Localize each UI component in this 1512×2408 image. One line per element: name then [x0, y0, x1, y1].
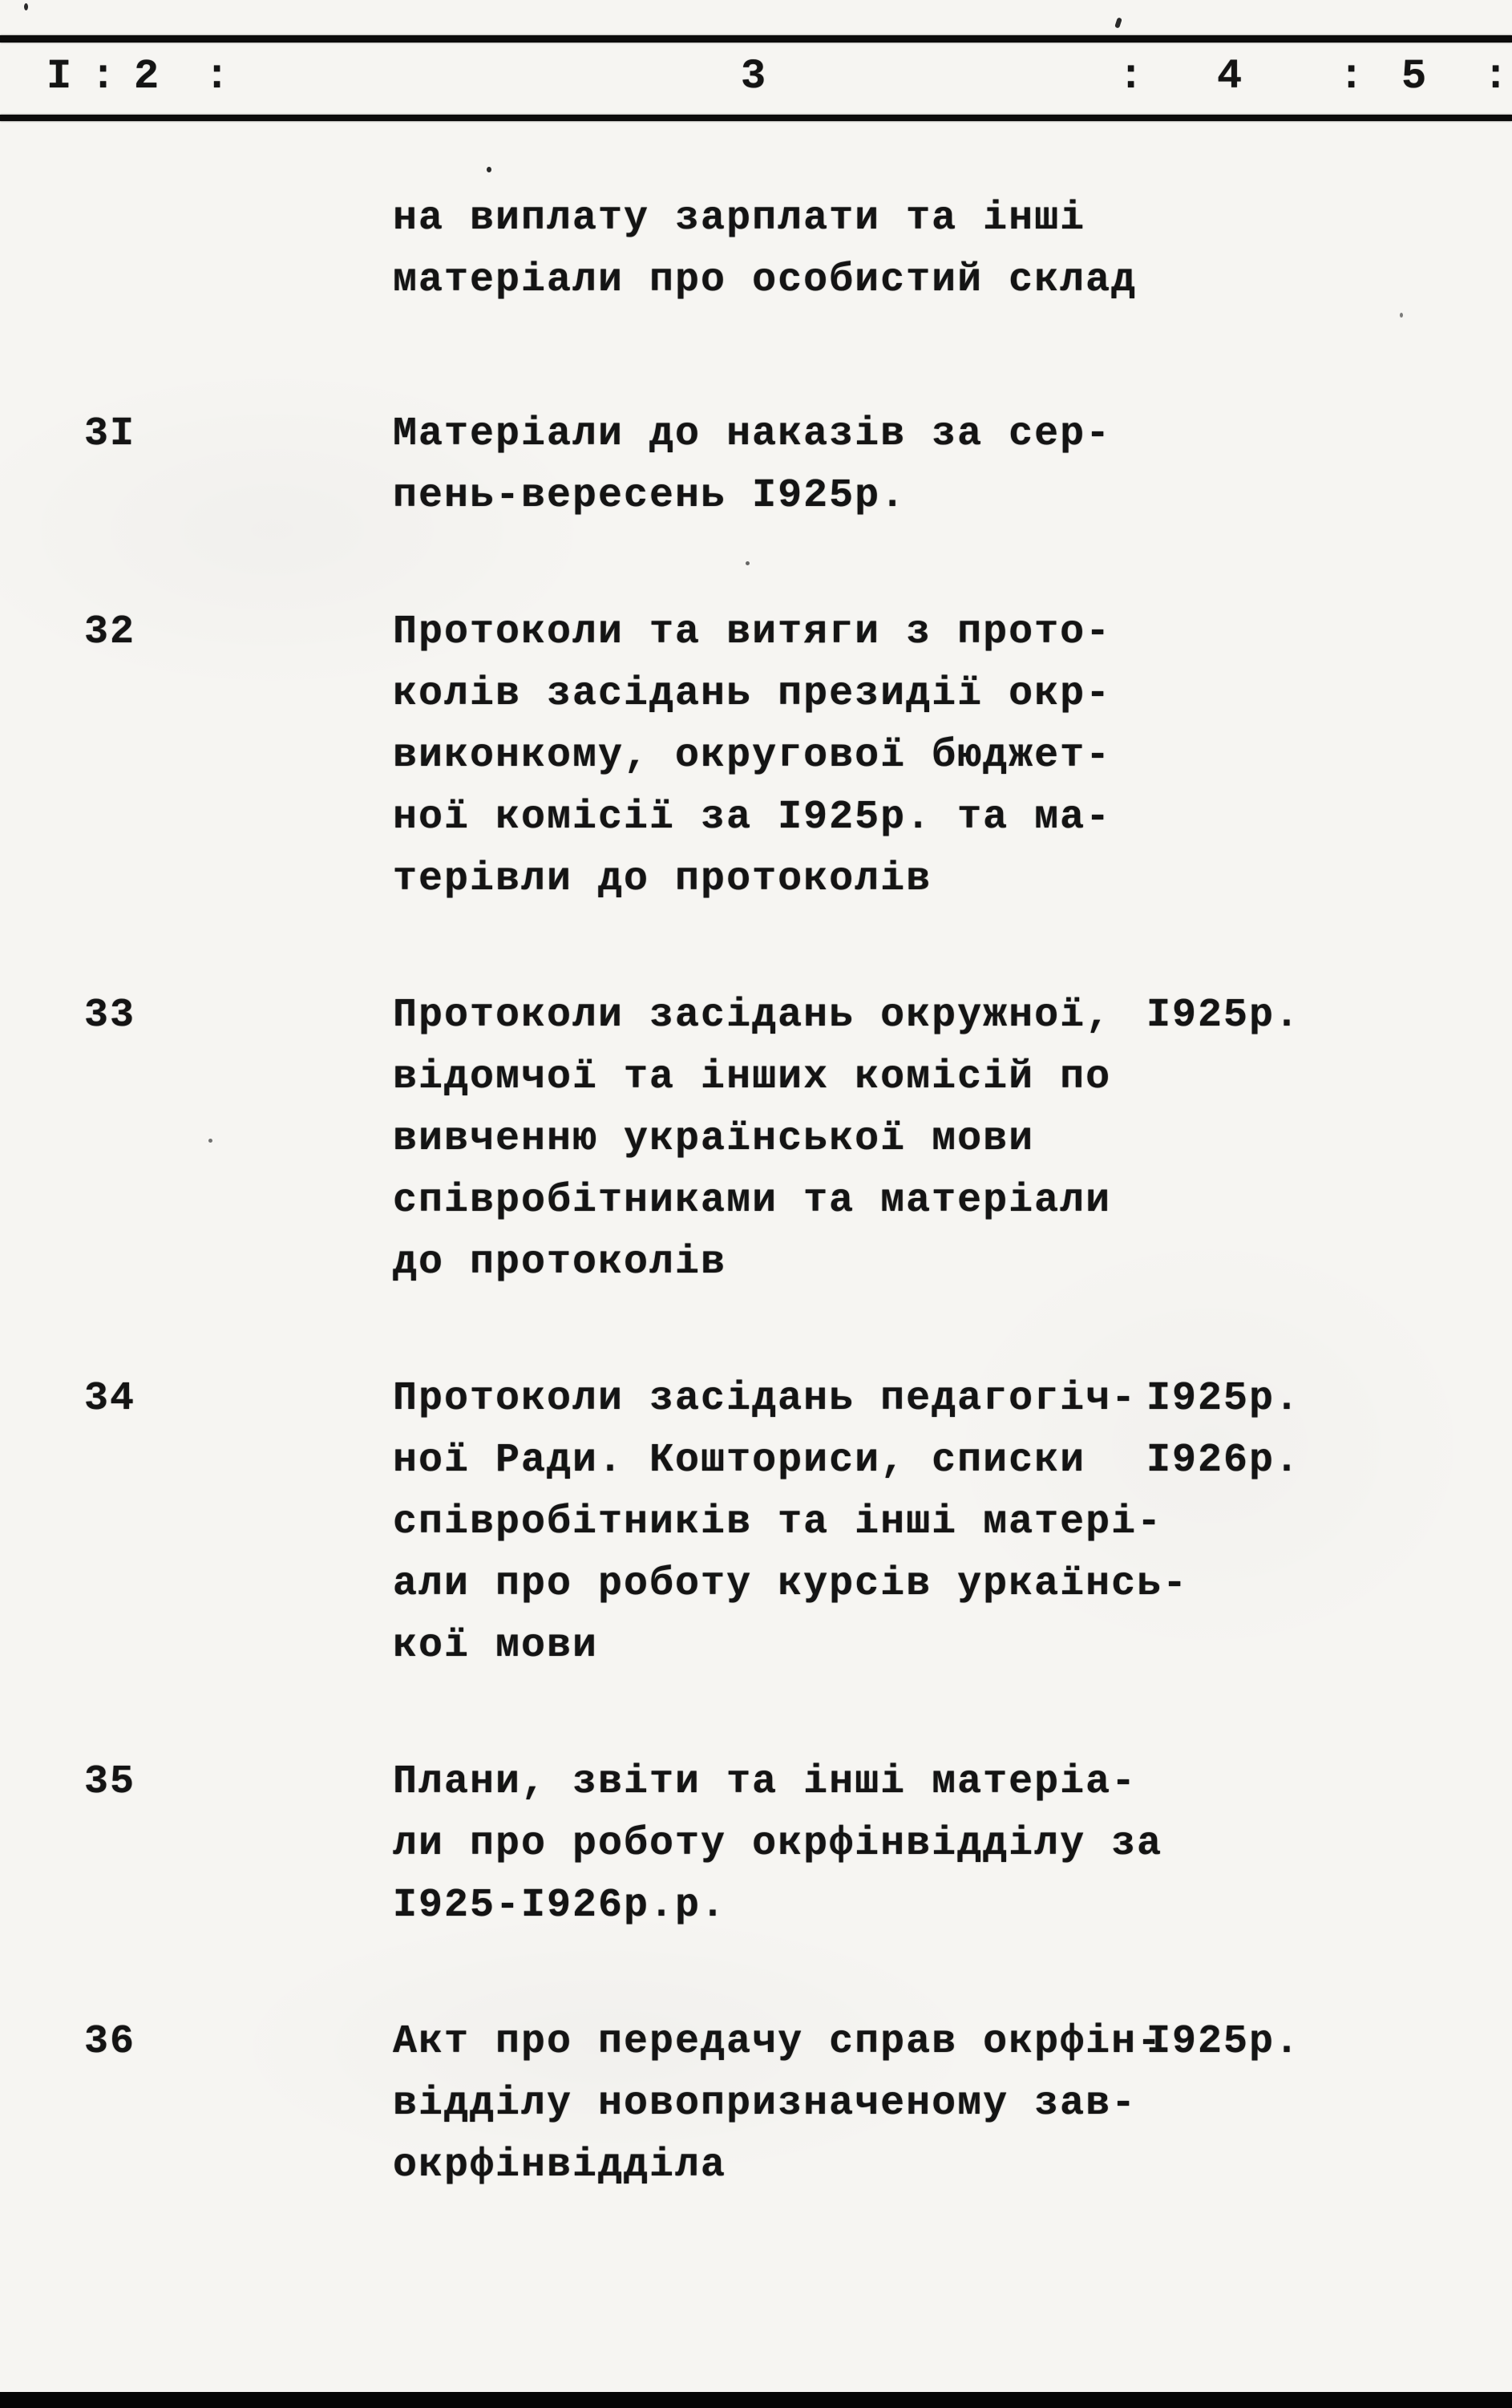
table-header-row	[0, 51, 1512, 103]
entry-line-row	[0, 1813, 1512, 1875]
entry-number: 35	[84, 1759, 136, 1805]
entry-text-line: Матеріали до наказів за сер-	[393, 411, 1112, 457]
inventory-entry	[0, 601, 1512, 910]
entry-line-row	[0, 2073, 1512, 2135]
entry-text-line: Акт про передачу справ окрфін-	[393, 2019, 1163, 2065]
header-column-label: 3	[741, 53, 766, 100]
header-column-label: :	[1483, 53, 1509, 100]
entry-text-line: али про роботу курсів уркаїнсь-	[393, 1561, 1189, 1607]
entry-number	[84, 465, 393, 527]
entry-text-line: ної комісії за I925р. та ма-	[393, 795, 1112, 840]
entry-text-line: ної Ради. Кошториси, списки	[393, 1438, 1086, 1483]
entry-text-line: колів засідань президії окр-	[393, 671, 1112, 717]
entry-number	[84, 787, 393, 848]
entry-date	[1146, 1170, 1355, 1232]
entry-number	[84, 1232, 393, 1293]
entry-date	[1146, 2135, 1355, 2196]
entry-date	[1146, 848, 1355, 910]
entry-text-line: Плани, звіти та інші матеріа-	[393, 1759, 1138, 1805]
entry-date	[1146, 1108, 1355, 1170]
entry-number	[84, 1615, 393, 1677]
entry-line-row	[0, 2011, 1512, 2073]
entry-line-row	[0, 725, 1512, 787]
entry-text-line: I925-I926р.р.	[393, 1883, 727, 1928]
entry-number	[84, 2135, 393, 2196]
entry-line-row	[0, 1232, 1512, 1293]
entry-text-line: співробітниками та матеріали	[393, 1178, 1112, 1224]
inventory-entry	[0, 1751, 1512, 1937]
entry-text-line: Протоколи засідань окружної,	[393, 993, 1112, 1038]
entry-date: I925р.	[1146, 2019, 1301, 2065]
entry-number	[84, 725, 393, 787]
entry-date	[1146, 249, 1355, 311]
entry-line-row	[0, 1491, 1512, 1553]
entry-text-line: матеріали про особистий склад	[393, 257, 1138, 303]
entry-date: I925р.	[1146, 1376, 1301, 1422]
entry-number	[84, 848, 393, 910]
entry-date	[1146, 601, 1355, 663]
entry-text-line: виконкому, округової бюджет-	[393, 733, 1112, 779]
entry-text-line: відділу новопризначеному зав-	[393, 2081, 1138, 2127]
inventory-entry	[0, 985, 1512, 1293]
entry-date	[1146, 787, 1355, 848]
entry-line-row	[0, 188, 1512, 249]
entry-date	[1146, 1875, 1355, 1937]
table-header-bottom-rule	[0, 115, 1512, 121]
header-column-label: :	[1118, 53, 1144, 100]
entry-date	[1146, 2073, 1355, 2135]
entry-line-row	[0, 787, 1512, 848]
entry-line-row	[0, 1751, 1512, 1813]
entry-line-row	[0, 1553, 1512, 1615]
entry-date: I925р.	[1146, 993, 1301, 1038]
entry-line-row	[0, 1170, 1512, 1232]
entry-number: 3I	[84, 411, 136, 457]
entry-number	[84, 188, 393, 249]
entry-date	[1146, 403, 1355, 465]
entry-text-line: на виплату зарплати та інші	[393, 196, 1086, 241]
entry-number	[84, 1813, 393, 1875]
entry-line-row	[0, 848, 1512, 910]
entry-number: 32	[84, 609, 136, 655]
entry-text-line: Протоколи засідань педагогіч-	[393, 1376, 1138, 1422]
entry-line-row	[0, 465, 1512, 527]
entry-number	[84, 1875, 393, 1937]
scan-speck	[1114, 17, 1122, 28]
entry-number	[84, 2073, 393, 2135]
entry-text-line: окрфінвідділа	[393, 2143, 727, 2188]
entry-date	[1146, 1232, 1355, 1293]
inventory-entry	[0, 1368, 1512, 1677]
entry-date	[1146, 725, 1355, 787]
entry-line-row	[0, 601, 1512, 663]
header-column-label: :	[91, 53, 116, 100]
entry-number: 36	[84, 2019, 136, 2065]
entry-line-row	[0, 249, 1512, 311]
entry-text-line: ли про роботу окрфінвідділу за	[393, 1821, 1163, 1867]
entry-text-line: терівли до протоколів	[393, 856, 932, 902]
carryover-paragraph	[0, 188, 1512, 311]
entry-number	[84, 1108, 393, 1170]
entry-text-line: кої мови	[393, 1623, 599, 1669]
entry-date	[1146, 1813, 1355, 1875]
entry-line-row	[0, 1046, 1512, 1108]
entry-number	[84, 663, 393, 725]
entry-number	[84, 1046, 393, 1108]
entry-number	[84, 1170, 393, 1232]
entry-line-row	[0, 663, 1512, 725]
entry-line-row	[0, 1875, 1512, 1937]
inventory-entry	[0, 2011, 1512, 2196]
scan-speck	[24, 3, 28, 10]
entry-line-row	[0, 1615, 1512, 1677]
entry-number: 34	[84, 1376, 136, 1422]
entry-text-line: співробітників та інші матері-	[393, 1499, 1163, 1545]
inventory-entries	[0, 121, 1512, 2196]
entry-line-row	[0, 2135, 1512, 2196]
table-header-top-rule	[0, 35, 1512, 42]
entry-line-row	[0, 403, 1512, 465]
entry-line-row	[0, 985, 1512, 1046]
entry-date	[1146, 188, 1355, 249]
header-column-label: :	[1339, 53, 1364, 100]
entry-text-line: до протоколів	[393, 1240, 727, 1285]
entry-date	[1146, 1491, 1355, 1553]
header-column-label: 5	[1401, 53, 1427, 100]
scan-edge-artifact	[0, 2392, 1512, 2408]
entry-text-line: відомчої та інших комісій по	[393, 1054, 1112, 1100]
entry-number	[84, 249, 393, 311]
entry-line-row	[0, 1108, 1512, 1170]
entry-number	[84, 1430, 393, 1491]
header-column-label: :	[204, 53, 230, 100]
entry-text-line: пень-вересень I925р.	[393, 473, 907, 519]
entry-date	[1146, 1615, 1355, 1677]
entry-date: I926р.	[1146, 1438, 1301, 1483]
entry-text-line: Протоколи та витяги з прото-	[393, 609, 1112, 655]
entry-number: 33	[84, 993, 136, 1038]
entry-date	[1146, 1046, 1355, 1108]
entry-text-line: вивченню української мови	[393, 1116, 1035, 1162]
header-column-label: I	[46, 53, 72, 100]
header-column-label: 4	[1217, 53, 1243, 100]
entry-date	[1146, 1553, 1355, 1615]
inventory-entry	[0, 403, 1512, 527]
entry-number	[84, 1491, 393, 1553]
entry-line-row	[0, 1430, 1512, 1491]
entry-line-row	[0, 1368, 1512, 1430]
entry-date	[1146, 663, 1355, 725]
entry-number	[84, 1553, 393, 1615]
entry-date	[1146, 465, 1355, 527]
header-column-label: 2	[134, 53, 160, 100]
entry-date	[1146, 1751, 1355, 1813]
